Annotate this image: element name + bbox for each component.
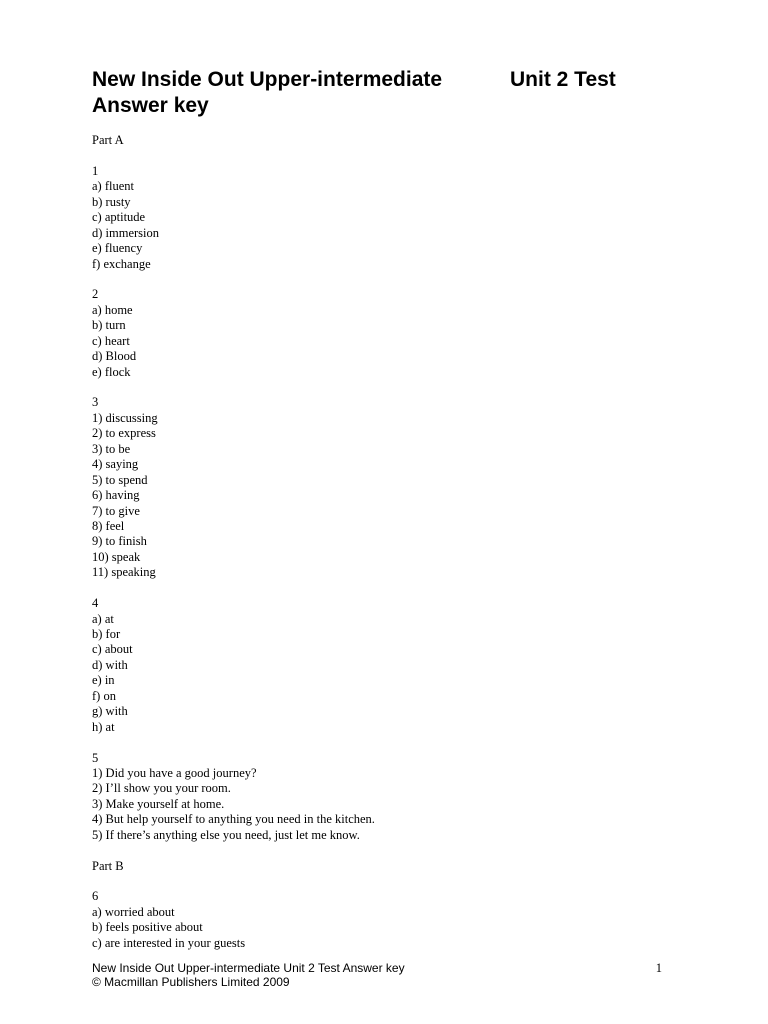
answer-item: 8) feel bbox=[92, 518, 125, 533]
exercise-6 bbox=[92, 889, 692, 951]
answer-item: 10) speak bbox=[92, 549, 141, 564]
answer-item: e) flock bbox=[92, 364, 131, 379]
answer-item: b) feels positive about bbox=[92, 920, 203, 935]
subtitle-text: Answer key bbox=[92, 94, 209, 117]
footer-copyright: © Macmillan Publishers Limited 2009 bbox=[92, 975, 290, 989]
exercise-number: 6 bbox=[92, 889, 99, 904]
exercise-2 bbox=[92, 287, 692, 380]
answer-item: f) on bbox=[92, 688, 116, 703]
answer-item: a) home bbox=[92, 302, 133, 317]
page-footer bbox=[92, 961, 662, 989]
page-number: 1 bbox=[655, 961, 662, 975]
answer-item: 2) I’ll show you your room. bbox=[92, 781, 231, 796]
exercise-5 bbox=[92, 751, 692, 844]
title-text: New Inside Out Upper-intermediate bbox=[92, 68, 443, 91]
answer-item: d) with bbox=[92, 657, 128, 672]
part-b-label: Part B bbox=[92, 858, 124, 873]
exercise-number: 5 bbox=[92, 750, 99, 765]
answer-item: 3) to be bbox=[92, 441, 131, 456]
answer-item: 5) to spend bbox=[92, 472, 148, 487]
answer-item: 4) But help yourself to anything you need in the kitchen. bbox=[92, 812, 375, 827]
exercise-number: 2 bbox=[92, 287, 99, 302]
answer-item: c) are interested in your guests bbox=[92, 935, 246, 950]
answer-item: 6) having bbox=[92, 488, 140, 503]
answer-item: a) at bbox=[92, 611, 114, 626]
answer-item: g) with bbox=[92, 704, 128, 719]
unit-text: Unit 2 Test bbox=[510, 68, 616, 91]
answer-item: 5) If there’s anything else you need, just let me know. bbox=[92, 827, 360, 842]
exercise-1 bbox=[92, 164, 692, 272]
answer-item: e) fluency bbox=[92, 241, 143, 256]
answer-item: 9) to finish bbox=[92, 534, 147, 549]
answer-item: 2) to express bbox=[92, 426, 156, 441]
answer-item: b) rusty bbox=[92, 194, 131, 209]
answer-item: d) Blood bbox=[92, 349, 137, 364]
answer-item: c) about bbox=[92, 642, 133, 657]
answer-item: c) aptitude bbox=[92, 210, 146, 225]
answer-item: 1) Did you have a good journey? bbox=[92, 765, 257, 780]
answer-item: d) immersion bbox=[92, 225, 160, 240]
answer-item: h) at bbox=[92, 719, 115, 734]
answer-item: 1) discussing bbox=[92, 410, 158, 425]
document-title bbox=[92, 67, 692, 119]
answer-content bbox=[92, 133, 692, 951]
answer-item: f) exchange bbox=[92, 256, 151, 271]
exercise-3 bbox=[92, 395, 692, 580]
answer-item: b) for bbox=[92, 627, 121, 641]
answer-item: 11) speaking bbox=[92, 565, 156, 580]
answer-item: 3) Make yourself at home. bbox=[92, 796, 225, 811]
exercise-number: 4 bbox=[92, 596, 99, 611]
answer-item: 7) to give bbox=[92, 503, 140, 518]
exercise-number: 1 bbox=[92, 163, 99, 178]
answer-item: c) heart bbox=[92, 333, 130, 348]
answer-item: 4) saying bbox=[92, 457, 139, 472]
answer-item: b) turn bbox=[92, 318, 126, 333]
footer-title: New Inside Out Upper-intermediate Unit 2 Test Answer key bbox=[92, 961, 405, 975]
exercise-4 bbox=[92, 596, 692, 735]
answer-item: e) in bbox=[92, 673, 115, 688]
exercise-number: 3 bbox=[92, 395, 99, 410]
answer-item: a) fluent bbox=[92, 179, 134, 194]
part-a-label: Part A bbox=[92, 133, 124, 147]
answer-item: a) worried about bbox=[92, 904, 175, 919]
